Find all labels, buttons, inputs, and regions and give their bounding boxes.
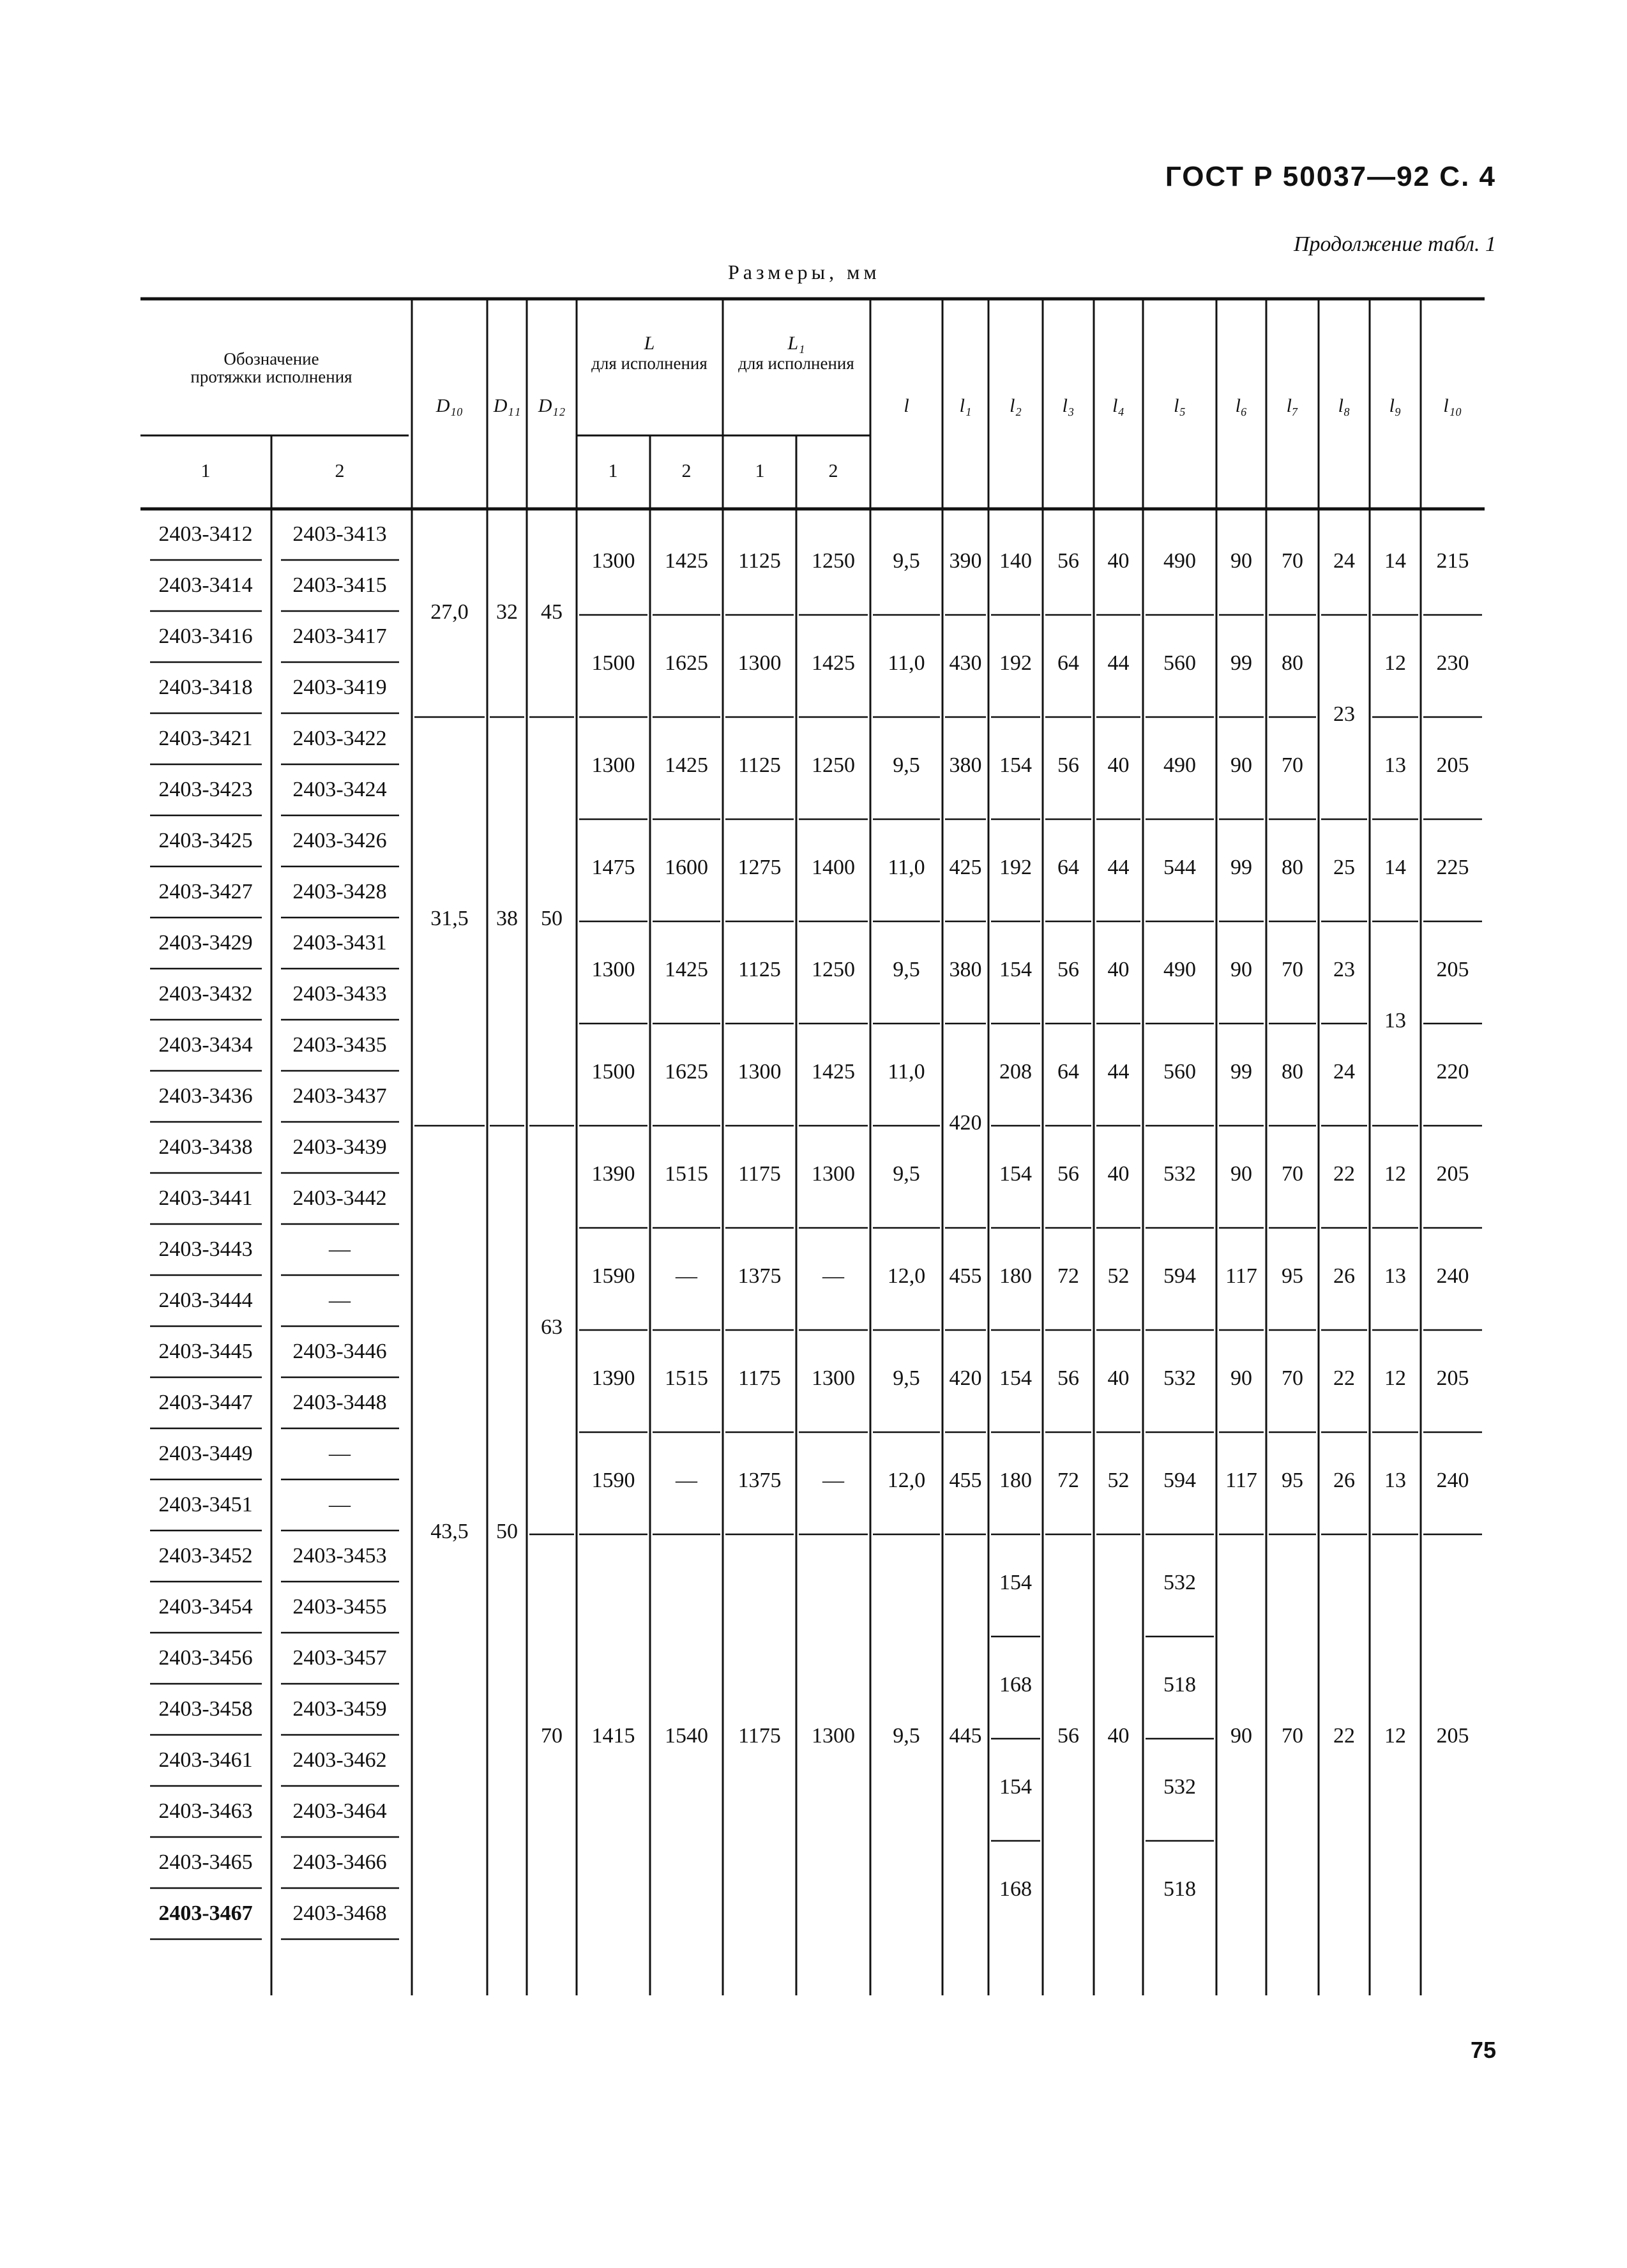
table-cells xyxy=(158,333,1469,1925)
header-D10: D₁₀ xyxy=(435,395,464,416)
cell-L_1: 1390 xyxy=(591,1161,635,1186)
cell-L1_2: 1425 xyxy=(812,1059,855,1084)
cell-l10: 230 xyxy=(1436,651,1469,675)
cell-L1_1: 1300 xyxy=(738,651,782,675)
cell-L1_1: 1275 xyxy=(738,855,782,879)
table-row-code-2: 2403-3459 xyxy=(292,1697,387,1721)
table-row-code-2: 2403-3424 xyxy=(292,777,387,801)
table-row-code-1: 2403-3436 xyxy=(158,1084,253,1108)
cell-l: 9,5 xyxy=(893,957,920,981)
cell-L_2: 1540 xyxy=(665,1723,708,1748)
cell-L_1: 1415 xyxy=(591,1723,635,1748)
cell-L_1: 1300 xyxy=(591,753,635,777)
cell-l9: 12 xyxy=(1384,1366,1406,1390)
cell-l1: 455 xyxy=(949,1468,982,1492)
cell-L1_2: 1400 xyxy=(812,855,855,879)
header-designation-line1: Обозначение xyxy=(223,349,319,369)
cell-l1: 420 xyxy=(949,1110,982,1135)
cell-D11: 50 xyxy=(496,1519,518,1543)
cell-L_1: 1390 xyxy=(591,1366,635,1390)
cell-l7: 80 xyxy=(1282,855,1303,879)
cell-l10: 225 xyxy=(1436,855,1469,879)
cell-D10: 27,0 xyxy=(430,600,469,624)
cell-L_2: 1625 xyxy=(665,1059,708,1084)
cell-L1_2: 1300 xyxy=(812,1366,855,1390)
cell-l7: 95 xyxy=(1282,1468,1303,1492)
cell-L_2: — xyxy=(676,1468,697,1492)
header-L1-caption: для исполнения xyxy=(738,354,854,374)
cell-L_2: — xyxy=(676,1264,697,1288)
cell-l2: 168 xyxy=(999,1672,1032,1697)
cell-l2: 154 xyxy=(999,1366,1032,1390)
cell-l2: 154 xyxy=(999,1161,1032,1186)
cell-l8: 26 xyxy=(1333,1264,1355,1288)
header-L-version-2: 2 xyxy=(681,460,692,481)
cell-l5: 532 xyxy=(1163,1570,1196,1594)
table-row-code-2: 2403-3419 xyxy=(292,675,387,699)
header-version-1: 1 xyxy=(201,460,211,481)
cell-L_2: 1425 xyxy=(665,548,708,573)
cell-l9: 13 xyxy=(1384,1264,1406,1288)
cell-l7: 70 xyxy=(1282,753,1303,777)
cell-l10: 205 xyxy=(1436,1366,1469,1390)
cell-l8: 22 xyxy=(1333,1366,1355,1390)
table-row-code-2: 2403-3453 xyxy=(292,1543,387,1568)
cell-l7: 70 xyxy=(1282,1366,1303,1390)
cell-l4: 40 xyxy=(1107,1366,1130,1390)
cell-L_2: 1515 xyxy=(665,1366,708,1390)
table-row-code-2: 2403-3457 xyxy=(292,1645,387,1670)
table-row-code-2: — xyxy=(329,1492,351,1516)
table-row-code-2: 2403-3433 xyxy=(292,981,387,1006)
cell-l10: 240 xyxy=(1436,1264,1469,1288)
cell-l3: 56 xyxy=(1057,548,1079,573)
header-l6: l₆ xyxy=(1235,395,1248,416)
cell-l8: 24 xyxy=(1333,1059,1355,1084)
dimensions-caption: Размеры, мм xyxy=(728,261,881,284)
cell-l9: 14 xyxy=(1384,855,1406,879)
cell-l2: 154 xyxy=(999,753,1032,777)
cell-l5: 490 xyxy=(1163,753,1196,777)
cell-L1_2: 1250 xyxy=(812,548,855,573)
table-row-code-1: 2403-3456 xyxy=(158,1645,253,1670)
cell-l8: 22 xyxy=(1333,1161,1355,1186)
cell-L1_1: 1125 xyxy=(738,957,781,981)
cell-l5: 594 xyxy=(1163,1468,1196,1492)
cell-l5: 594 xyxy=(1163,1264,1196,1288)
cell-l10: 205 xyxy=(1436,1723,1469,1748)
cell-L1_1: 1175 xyxy=(738,1161,781,1186)
cell-L_1: 1300 xyxy=(591,548,635,573)
cell-l4: 40 xyxy=(1107,753,1130,777)
table-row-code-1: 2403-3449 xyxy=(158,1441,253,1465)
cell-l6: 117 xyxy=(1225,1264,1257,1288)
cell-L1_1: 1375 xyxy=(738,1468,782,1492)
cell-l5: 490 xyxy=(1163,957,1196,981)
cell-l1: 430 xyxy=(949,651,982,675)
table-row-code-2: — xyxy=(329,1288,351,1312)
cell-L1_2: 1300 xyxy=(812,1161,855,1186)
table-row-code-1: 2403-3434 xyxy=(158,1032,253,1057)
cell-L1_2: 1425 xyxy=(812,651,855,675)
header-l8: l₈ xyxy=(1338,395,1351,416)
cell-l10: 215 xyxy=(1436,548,1469,573)
table-row-code-2: 2403-3439 xyxy=(292,1135,387,1159)
table-row-code-1: 2403-3414 xyxy=(158,573,253,597)
document-title: ГОСТ Р 50037—92 С. 4 xyxy=(1165,161,1496,192)
table-row-code-2: 2403-3428 xyxy=(292,879,387,903)
cell-L_1: 1300 xyxy=(591,957,635,981)
cell-l4: 40 xyxy=(1107,1723,1130,1748)
cell-l2: 208 xyxy=(999,1059,1032,1084)
table-row-code-1: 2403-3412 xyxy=(158,522,253,546)
table-row-code-2: 2403-3431 xyxy=(292,930,387,955)
cell-l2: 154 xyxy=(999,1774,1032,1799)
cell-l4: 40 xyxy=(1107,957,1130,981)
cell-l: 9,5 xyxy=(893,753,920,777)
cell-l9: 13 xyxy=(1384,1468,1406,1492)
cell-l: 12,0 xyxy=(887,1264,926,1288)
header-L-caption: для исполнения xyxy=(591,354,708,374)
header-L: L xyxy=(644,332,655,354)
cell-L_1: 1475 xyxy=(591,855,635,879)
cell-l7: 80 xyxy=(1282,1059,1303,1084)
cell-l3: 64 xyxy=(1057,1059,1079,1084)
cell-l10: 205 xyxy=(1436,753,1469,777)
table-row-code-1: 2403-3425 xyxy=(158,828,253,852)
cell-L1_2: — xyxy=(822,1468,844,1492)
cell-l4: 40 xyxy=(1107,548,1130,573)
header-l10: l₁₀ xyxy=(1443,395,1462,416)
cell-l1: 455 xyxy=(949,1264,982,1288)
cell-L1_1: 1125 xyxy=(738,548,781,573)
cell-l2: 154 xyxy=(999,1570,1032,1594)
cell-l5: 560 xyxy=(1163,1059,1196,1084)
table-row-code-1: 2403-3463 xyxy=(158,1799,253,1823)
cell-l: 11,0 xyxy=(888,651,925,675)
table-row-code-2: 2403-3437 xyxy=(292,1084,387,1108)
cell-L_1: 1590 xyxy=(591,1264,635,1288)
table-row-code-2: 2403-3417 xyxy=(292,624,387,648)
cell-l6: 90 xyxy=(1230,957,1252,981)
cell-l8: 22 xyxy=(1333,1723,1355,1748)
header-D11: D₁₁ xyxy=(493,395,521,416)
cell-l9: 12 xyxy=(1384,1723,1406,1748)
cell-D12: 50 xyxy=(541,906,563,930)
cell-l2: 168 xyxy=(999,1877,1032,1901)
table-row-code-1: 2403-3444 xyxy=(158,1288,253,1312)
cell-L1_2: 1250 xyxy=(812,753,855,777)
header-l3: l₃ xyxy=(1062,395,1075,416)
table-continuation-note: Продолжение табл. 1 xyxy=(1293,232,1496,256)
cell-l9: 13 xyxy=(1384,1008,1406,1032)
header-L1-version-1: 1 xyxy=(755,460,765,481)
cell-D10: 31,5 xyxy=(430,906,469,930)
cell-l: 11,0 xyxy=(888,1059,925,1084)
table-row-code-1: 2403-3418 xyxy=(158,675,253,699)
cell-l4: 44 xyxy=(1107,1059,1130,1084)
table-row-code-2: 2403-3464 xyxy=(292,1799,387,1823)
table-row-code-1: 2403-3429 xyxy=(158,930,253,955)
table-row-code-2: 2403-3462 xyxy=(292,1748,387,1772)
cell-l5: 490 xyxy=(1163,548,1196,573)
cell-l6: 99 xyxy=(1230,1059,1252,1084)
cell-l8: 25 xyxy=(1333,855,1355,879)
cell-l9: 12 xyxy=(1384,651,1406,675)
header-l1: l₁ xyxy=(959,395,972,416)
cell-l1: 420 xyxy=(949,1366,982,1390)
cell-l: 12,0 xyxy=(887,1468,926,1492)
cell-l1: 380 xyxy=(949,753,982,777)
cell-l5: 544 xyxy=(1163,855,1196,879)
cell-L_1: 1500 xyxy=(591,651,635,675)
cell-L1_1: 1175 xyxy=(738,1366,781,1390)
cell-D12: 70 xyxy=(541,1723,563,1748)
cell-l: 9,5 xyxy=(893,1161,920,1186)
cell-l3: 72 xyxy=(1057,1468,1079,1492)
cell-l6: 90 xyxy=(1230,1161,1252,1186)
table-row-code-2: 2403-3448 xyxy=(292,1390,387,1414)
cell-l5: 518 xyxy=(1163,1672,1196,1697)
cell-l6: 90 xyxy=(1230,1366,1252,1390)
cell-l7: 95 xyxy=(1282,1264,1303,1288)
cell-l5: 560 xyxy=(1163,651,1196,675)
cell-l10: 205 xyxy=(1436,1161,1469,1186)
cell-l6: 90 xyxy=(1230,753,1252,777)
table-row-code-1: 2403-3447 xyxy=(158,1390,253,1414)
cell-l10: 240 xyxy=(1436,1468,1469,1492)
header-l9: l₉ xyxy=(1389,395,1402,416)
header-l7: l₇ xyxy=(1286,395,1299,416)
cell-L_2: 1425 xyxy=(665,753,708,777)
cell-L1_2: 1300 xyxy=(812,1723,855,1748)
table-row-code-1: 2403-3465 xyxy=(158,1850,253,1874)
table-row-code-1: 2403-3452 xyxy=(158,1543,253,1568)
cell-l2: 180 xyxy=(999,1264,1032,1288)
table-row-code-2: 2403-3446 xyxy=(292,1339,387,1363)
cell-l5: 518 xyxy=(1163,1877,1196,1901)
cell-l: 11,0 xyxy=(888,855,925,879)
cell-L_2: 1515 xyxy=(665,1161,708,1186)
header-L-version-1: 1 xyxy=(608,460,618,481)
cell-l8: 23 xyxy=(1333,957,1355,981)
cell-l1: 425 xyxy=(949,855,982,879)
cell-l3: 64 xyxy=(1057,651,1079,675)
table-row-code-1: 2403-3458 xyxy=(158,1697,253,1721)
cell-l6: 99 xyxy=(1230,855,1252,879)
cell-l8: 24 xyxy=(1333,548,1355,573)
cell-D11: 38 xyxy=(496,906,518,930)
cell-l1: 380 xyxy=(949,957,982,981)
cell-l3: 56 xyxy=(1057,1723,1079,1748)
cell-L1_2: — xyxy=(822,1264,844,1288)
cell-D10: 43,5 xyxy=(430,1519,469,1543)
cell-l8: 26 xyxy=(1333,1468,1355,1492)
cell-l10: 220 xyxy=(1436,1059,1469,1084)
cell-L1_1: 1175 xyxy=(738,1723,781,1748)
cell-l: 9,5 xyxy=(893,1723,920,1748)
table-row-code-2: — xyxy=(329,1237,351,1261)
cell-l9: 13 xyxy=(1384,753,1406,777)
table-row-code-1: 2403-3467 xyxy=(158,1901,253,1925)
cell-D12: 45 xyxy=(541,600,563,624)
cell-l2: 180 xyxy=(999,1468,1032,1492)
table-row-code-2: 2403-3435 xyxy=(292,1032,387,1057)
cell-l7: 70 xyxy=(1282,1723,1303,1748)
table-row-code-1: 2403-3443 xyxy=(158,1237,253,1261)
cell-l3: 56 xyxy=(1057,1366,1079,1390)
cell-l7: 70 xyxy=(1282,548,1303,573)
table-row-code-1: 2403-3451 xyxy=(158,1492,253,1516)
cell-L_2: 1425 xyxy=(665,957,708,981)
cell-l2: 192 xyxy=(999,651,1032,675)
header-l2: l₂ xyxy=(1010,395,1022,416)
header-version-2: 2 xyxy=(335,460,345,481)
cell-l8: 23 xyxy=(1333,702,1355,726)
cell-l6: 90 xyxy=(1230,1723,1252,1748)
cell-l9: 14 xyxy=(1384,548,1406,573)
cell-l3: 56 xyxy=(1057,1161,1079,1186)
page-number: 75 xyxy=(1470,2037,1496,2063)
header-L1: L₁ xyxy=(787,332,805,354)
cell-L1_1: 1375 xyxy=(738,1264,782,1288)
cell-l4: 44 xyxy=(1107,855,1130,879)
table-row-code-1: 2403-3421 xyxy=(158,726,253,750)
table-row-code-2: 2403-3442 xyxy=(292,1186,387,1210)
cell-l10: 205 xyxy=(1436,957,1469,981)
cell-l6: 90 xyxy=(1230,548,1252,573)
cell-l3: 72 xyxy=(1057,1264,1079,1288)
table-row-code-2: — xyxy=(329,1441,351,1465)
cell-L1_2: 1250 xyxy=(812,957,855,981)
table-row-code-2: 2403-3413 xyxy=(292,522,387,546)
cell-D11: 32 xyxy=(496,600,518,624)
cell-l3: 64 xyxy=(1057,855,1079,879)
cell-l7: 70 xyxy=(1282,1161,1303,1186)
table-row-code-2: 2403-3455 xyxy=(292,1594,387,1619)
cell-l7: 70 xyxy=(1282,957,1303,981)
cell-l6: 117 xyxy=(1225,1468,1257,1492)
table-row-code-1: 2403-3432 xyxy=(158,981,253,1006)
table-row-code-2: 2403-3422 xyxy=(292,726,387,750)
cell-L_1: 1590 xyxy=(591,1468,635,1492)
header-l5: l₅ xyxy=(1174,395,1186,416)
cell-l2: 154 xyxy=(999,957,1032,981)
cell-l4: 52 xyxy=(1107,1468,1130,1492)
table-row-code-1: 2403-3423 xyxy=(158,777,253,801)
header-designation-line2: протяжки исполнения xyxy=(190,367,352,387)
cell-l: 9,5 xyxy=(893,1366,920,1390)
cell-l3: 56 xyxy=(1057,957,1079,981)
table-row-code-2: 2403-3426 xyxy=(292,828,387,852)
cell-l5: 532 xyxy=(1163,1161,1196,1186)
table-row-code-2: 2403-3468 xyxy=(292,1901,387,1925)
cell-L1_1: 1300 xyxy=(738,1059,782,1084)
cell-l4: 52 xyxy=(1107,1264,1130,1288)
cell-l5: 532 xyxy=(1163,1366,1196,1390)
cell-L_2: 1600 xyxy=(665,855,708,879)
table-row-code-1: 2403-3438 xyxy=(158,1135,253,1159)
header-L1-version-2: 2 xyxy=(828,460,838,481)
table-row-code-1: 2403-3445 xyxy=(158,1339,253,1363)
table-row-code-1: 2403-3454 xyxy=(158,1594,253,1619)
cell-L1_1: 1125 xyxy=(738,753,781,777)
table-row-code-2: 2403-3466 xyxy=(292,1850,387,1874)
table-row-code-1: 2403-3461 xyxy=(158,1748,253,1772)
table-row-code-1: 2403-3416 xyxy=(158,624,253,648)
cell-l2: 192 xyxy=(999,855,1032,879)
cell-l1: 390 xyxy=(949,548,982,573)
cell-l: 9,5 xyxy=(893,548,920,573)
cell-l4: 44 xyxy=(1107,651,1130,675)
cell-L_2: 1625 xyxy=(665,651,708,675)
cell-l9: 12 xyxy=(1384,1161,1406,1186)
cell-l6: 99 xyxy=(1230,651,1252,675)
header-D12: D₁₂ xyxy=(538,395,566,416)
table-row-code-2: 2403-3415 xyxy=(292,573,387,597)
table-row-code-1: 2403-3427 xyxy=(158,879,253,903)
cell-l3: 56 xyxy=(1057,753,1079,777)
header-l: l xyxy=(904,395,909,416)
cell-l1: 445 xyxy=(949,1723,982,1748)
cell-l4: 40 xyxy=(1107,1161,1130,1186)
cell-D12: 63 xyxy=(541,1315,563,1339)
cell-l5: 532 xyxy=(1163,1774,1196,1799)
header-l4: l₄ xyxy=(1112,395,1124,416)
cell-L_1: 1500 xyxy=(591,1059,635,1084)
cell-l2: 140 xyxy=(999,548,1032,573)
cell-l7: 80 xyxy=(1282,651,1303,675)
table-row-code-1: 2403-3441 xyxy=(158,1186,253,1210)
